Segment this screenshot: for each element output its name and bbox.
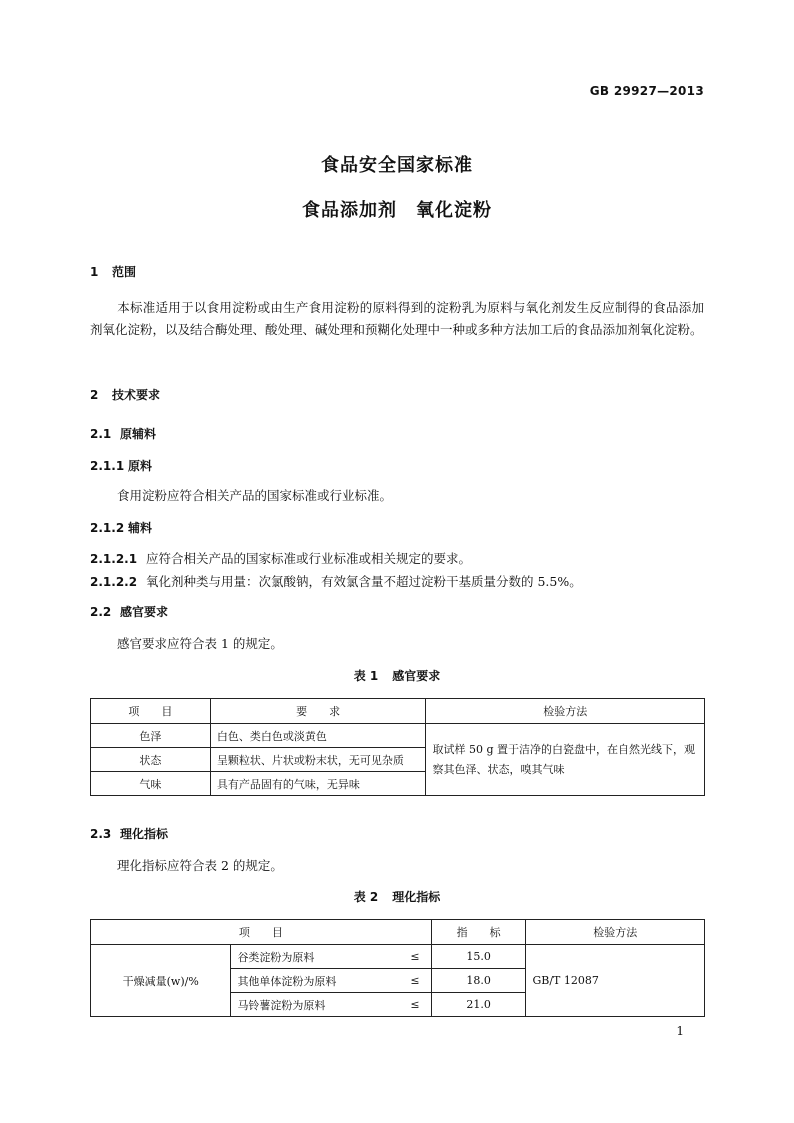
table-1-caption [0,667,794,684]
table-1 [90,698,705,796]
section-number: 2.1.1 [90,459,125,473]
value-cell: 15.0 [431,945,526,969]
column-header: 项 目 [91,920,432,945]
section-1-paragraph [90,297,704,341]
requirement-cell: 呈颗粒状、片状或粉末状，无可见杂质 [210,748,426,772]
section-number: 2.1 [90,427,112,441]
item-cell: 气味 [91,772,211,796]
column-header: 检验方法 [426,699,705,724]
section-number: 2.3 [90,827,112,841]
clause-2-1-2-2 [90,572,582,590]
column-header: 指 标 [431,920,526,945]
page-number: 1 [676,1024,684,1038]
section-title: 辅料 [128,521,153,535]
sub-item-cell: 马铃薯淀粉为原料 [231,993,399,1017]
section-title: 原辅料 [120,427,157,441]
table-caption-text: 理化指标 [392,890,441,904]
operator-cell: ≤ [399,993,431,1017]
table-2 [90,919,705,1017]
section-title: 技术要求 [112,388,161,402]
table-caption-text: 感官要求 [392,669,441,683]
section-title: 感官要求 [120,605,169,619]
section-2-1-1-heading [90,457,152,474]
table-number: 表 2 [353,890,379,904]
section-2-2-heading [90,603,168,620]
sub-item-cell: 谷类淀粉为原料 [231,945,399,969]
section-2-2-text: 感官要求应符合表 1 的规定。 [117,636,283,651]
operator-cell: ≤ [399,945,431,969]
item-cell: 状态 [91,748,211,772]
section-1-heading [90,263,136,280]
document-title: 食品安全国家标准 [321,155,473,176]
clause-number: 2.1.2.1 [90,552,138,566]
method-cell: 取试样 50 g 置于洁净的白瓷盘中，在自然光线下，观察其色泽、状态，嗅其气味 [426,724,705,796]
section-number: 1 [90,265,99,279]
table-number: 表 1 [353,669,379,683]
section-2-3-heading [90,825,168,842]
table-row [91,945,705,969]
clause-text: 氧化剂种类与用量：次氯酸钠，有效氯含量不超过淀粉干基质量分数的 5.5%。 [146,574,582,589]
table-header-row [91,920,705,945]
operator-cell: ≤ [399,969,431,993]
value-cell: 21.0 [431,993,526,1017]
requirement-cell: 白色、类白色或淡黄色 [210,724,426,748]
clause-2-1-2-1 [90,549,471,567]
document-subtitle: 食品添加剂 氧化淀粉 [302,200,492,221]
section-2-3-text: 理化指标应符合表 2 的规定。 [117,858,283,873]
requirement-cell: 具有产品固有的气味，无异味 [210,772,426,796]
section-2-1-1-text: 食用淀粉应符合相关产品的国家标准或行业标准。 [117,488,393,503]
table-header-row [91,699,705,724]
item-cell: 干燥减量(w)/% [91,945,231,1017]
section-number: 2.2 [90,605,112,619]
section-2-1-2-heading [90,519,152,536]
section-number: 2 [90,388,99,402]
section-title: 原料 [128,459,153,473]
column-header: 检验方法 [526,920,705,945]
section-title: 范围 [112,265,137,279]
table-2-caption [0,888,794,905]
standard-number: GB 29927—2013 [589,84,704,98]
item-cell: 色泽 [91,724,211,748]
paragraph-text: 本标准适用于以食用淀粉或由生产食用淀粉的原料得到的淀粉乳为原料与氧化剂发生反应制得的食品添加剂氧化淀粉，以及结合酶处理、酸处理、碱处理和预糊化处理中一种或多种方法加工后的食品添加剂氧化淀粉。 [90,300,704,337]
value-cell: 18.0 [431,969,526,993]
column-header: 要 求 [210,699,426,724]
clause-number: 2.1.2.2 [90,575,138,589]
column-header: 项 目 [91,699,211,724]
section-title: 理化指标 [120,827,169,841]
section-2-1-heading [90,425,156,442]
section-2-heading [90,386,160,403]
table-row [91,724,705,748]
sub-item-cell: 其他单体淀粉为原料 [231,969,399,993]
clause-text: 应符合相关产品的国家标准或行业标准或相关规定的要求。 [146,551,472,566]
section-number: 2.1.2 [90,521,125,535]
method-cell: GB/T 12087 [526,945,705,1017]
